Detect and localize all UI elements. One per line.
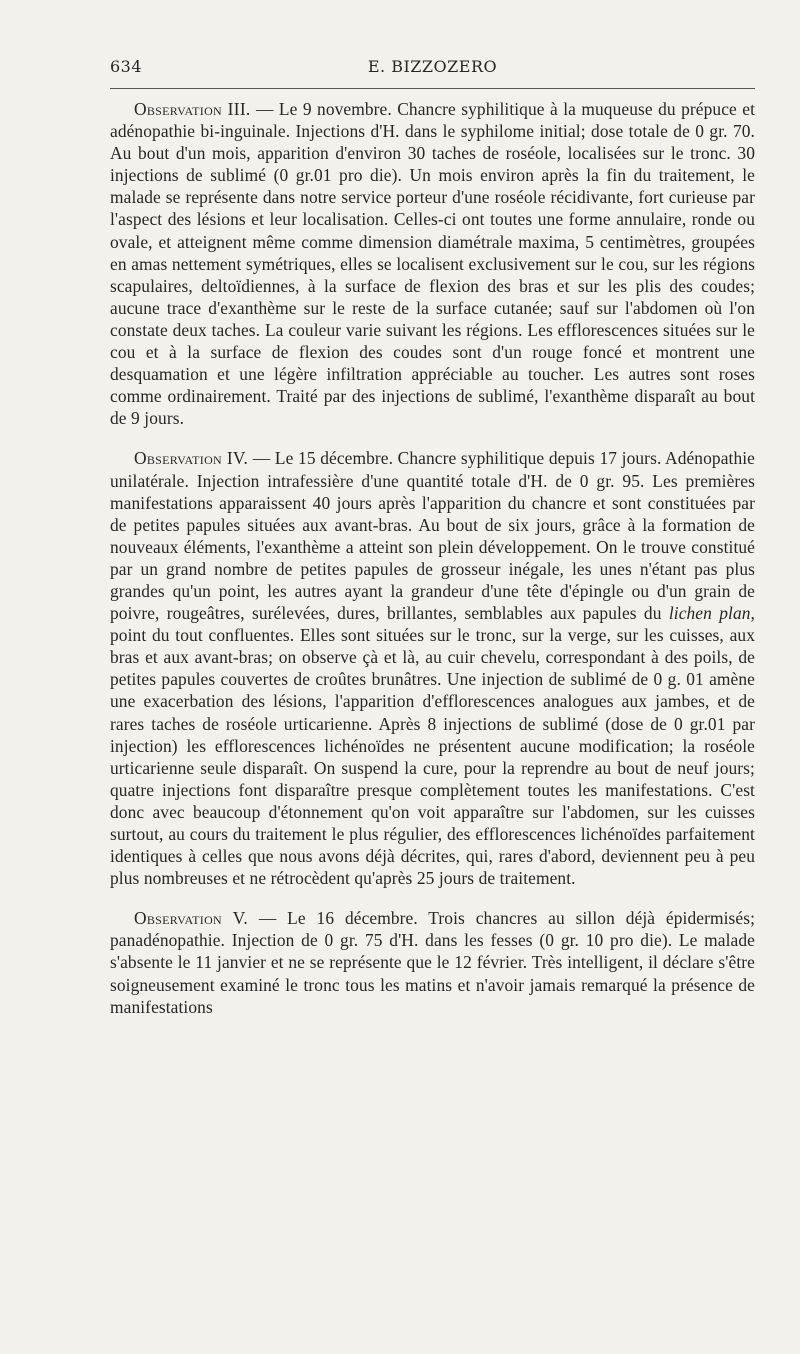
observation-iv-paragraph [110, 447, 755, 889]
observation-v-paragraph [110, 907, 755, 1017]
page-header [110, 57, 755, 85]
observation-text: point du tout confluentes. Elles sont situées sur le tronc, sur la verge, sur les cuisses, aux bras et aux avant-bras; on observe çà et là, au cuir chevelu, correspondant à des poils, de petites papules couvertes de croûtes brunâtres. Une injection de sublimé de 0 g. 01 amène une exacerbation des lésions, l'apparition d'efflorescences analogues aux jambes, et de rares taches de roséole urticarienne. Après 8 injections de sublimé (dose de 0 gr.01 par injection) les efflorescences lichénoïdes ne présentent aucune modification; la roséole urticarienne seule disparaît. On suspend la cure, pour la reprendre au bout de neuf jours; quatre injections font disparaître presque complètement toutes les manifestations. C'est donc avec beaucoup d'étonnement qu'on voit apparaître sur l'abdomen, sur les cuisses surtout, au cours du traitement le plus régulier, des efflorescences lichénoïdes parfaitement identiques à celles que nous avons déjà décrites, qui, rares d'abord, deviennent peu à peu plus nombreuses et ne rétrocèdent qu'après 25 jours de traitement. [110, 625, 755, 889]
observation-text: — Le 16 décembre. Trois chancres au sillon déjà épidermisés; panadénopathie. Injection de 0 gr. 75 d'H. dans les fesses (0 gr. 10 pro die). Le malade s'absente le 11 janvier et ne se représente que le 12 février. Très intelligent, il déclare s'être soigneusement examiné le tronc tous les matins et n'avoir jamais remarqué la présence de manifestations [110, 908, 756, 1017]
observation-text: — Le 15 décembre. Chancre syphilitique depuis 17 jours. Adénopathie unilatérale. Injection intrafessière d'une quantité totale d'H. de 0 gr. 95. Les premières manifestations apparaissent 40 jours après l'apparition du chancre et sont constituées par de petites papules situées aux avant-bras. Au bout de six jours, grâce à la formation de nouveaux éléments, l'exanthème a atteint son plein développement. On le trouve constitué par un grand nombre de petites papules de grosseur inégale, les unes n'étant pas plus grandes qu'un point, les autres ayant la grandeur d'une tête d'épingle ou d'un grain de poivre, rougeâtres, surélevées, dures, brillantes, semblables aux papules du [110, 448, 755, 624]
header-rule [110, 88, 755, 89]
observation-label: Observation V. [134, 908, 249, 929]
running-head: E. BIZZOZERO [367, 57, 498, 76]
italic-term: lichen plan, [668, 603, 755, 624]
observation-iii-paragraph [110, 98, 755, 429]
observation-label: Observation III. [134, 99, 251, 119]
page-number: 634 [110, 57, 143, 76]
body-text [110, 98, 755, 1036]
observation-label: Observation IV. [134, 448, 249, 469]
observation-text: — Le 9 novembre. Chancre syphilitique à la muqueuse du prépuce et adénopathie bi-inguinale. Injections d'H. dans le syphilome initial; dose totale de 0 gr. 70. Au bout d'un mois, apparition d'environ 30 taches de roséole, localisées sur le tronc. 30 injections de sublimé (0 gr.01 pro die). Un mois environ après la fin du traitement, le malade se représente dans notre service porteur d'une roséole récidivante, fort curieuse par l'aspect des lésions et leur localisation. Celles-ci ont toutes une forme annulaire, ronde ou ovale, et atteignent même comme dimension diamétrale maxima, 5 centimètres, groupées en amas nettement symétriques, elles se localisent exclusivement sur le cou, sur les régions scapulaires, deltoïdiennes, à la surface de flexion des bras et sur les plis des coudes; aucune trace d'exanthème sur le reste de la surface cutanée; sauf sur l'abdomen où l'on constate deux taches. La couleur varie suivant les régions. Les efflorescences situées sur le cou et à la surface de flexion des coudes sont d'un rouge foncé et montrent une desquamation et une légère infiltration appréciable au toucher. Les autres sont roses comme ordinairement. Traité par des injections de sublimé, l'exanthème disparaît au bout de 9 jours. [110, 99, 756, 429]
